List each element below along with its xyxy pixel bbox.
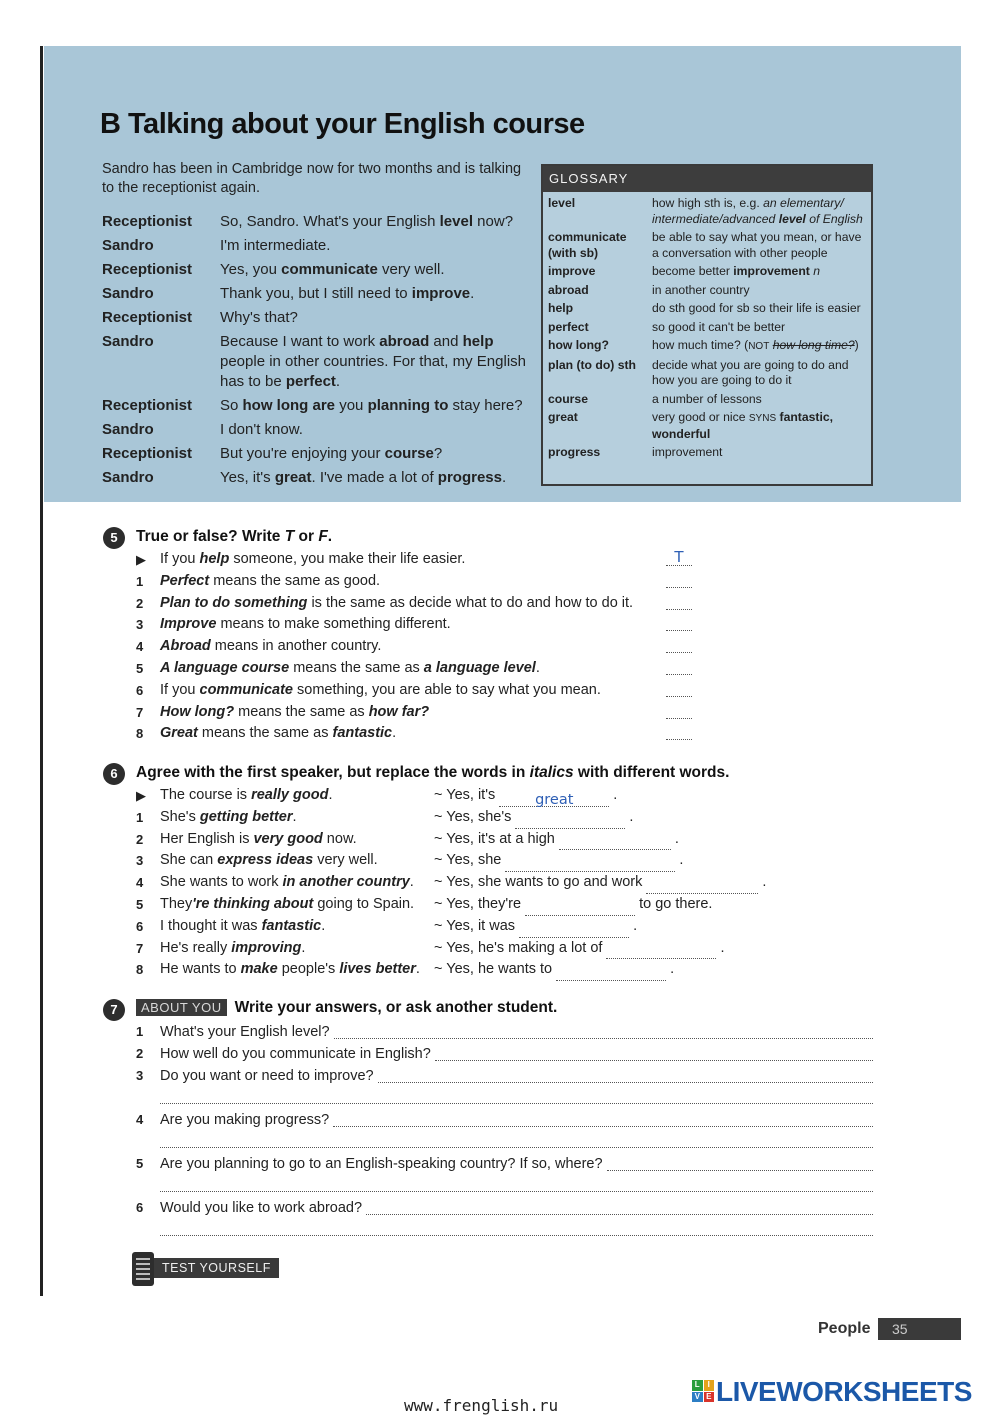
answer-blank[interactable] [646, 877, 758, 894]
response-prefix: ~ Yes, he's making a lot of [434, 939, 607, 956]
exercise-7-items [136, 1021, 873, 1241]
first-speaker-text: Her English is very good now. [160, 830, 357, 847]
item-statement: If you help someone, you make their life easier. [160, 551, 466, 567]
glossary-entry [548, 230, 865, 261]
glossary-definition: in another country [652, 282, 750, 297]
dialogue-text: Thank you, but I still need to improve. [220, 285, 475, 302]
item-number: 4 [136, 639, 144, 655]
glossary-term: perfect [548, 319, 589, 334]
glossary-definition: how much time? (NOT how long time?) [652, 338, 859, 352]
answer-line[interactable] [607, 1169, 873, 1171]
question-block [136, 1043, 873, 1065]
glossary-definition: become better improvement n [652, 264, 820, 278]
dialogue-line [102, 308, 532, 328]
paraphrase-item [136, 916, 836, 938]
answer-blank[interactable] [515, 812, 625, 829]
true-false-item [136, 549, 696, 571]
response [434, 785, 617, 807]
glossary-entry [548, 445, 865, 461]
response-prefix: ~ Yes, she [434, 852, 506, 869]
answer-blank[interactable] [556, 964, 666, 981]
answer-blank[interactable] [606, 942, 716, 959]
item-number: 4 [136, 1112, 144, 1127]
section-title: B Talking about your English course [100, 108, 585, 140]
answer-line-extra[interactable] [160, 1190, 873, 1192]
test-yourself-label: TEST YOURSELF [154, 1258, 279, 1278]
answer-blank[interactable]: T [666, 549, 692, 566]
item-statement: Plan to do something is the same as decide what to do and how to do it. [160, 594, 634, 611]
dialogue [102, 212, 532, 492]
item-number: 7 [136, 940, 144, 956]
glossary-term: plan (to do) sth [548, 357, 637, 372]
response-prefix: ~ Yes, he wants to [434, 961, 557, 978]
answer-line[interactable] [334, 1037, 873, 1039]
question-block [136, 1109, 873, 1153]
item-number: 8 [136, 962, 144, 978]
dialogue-line [102, 468, 532, 488]
checklist-icon [132, 1252, 154, 1286]
paraphrase-item [136, 850, 836, 872]
answer-line-extra[interactable] [160, 1102, 873, 1104]
glossary-term: progress [548, 445, 601, 459]
item-number: 4 [136, 875, 144, 891]
first-speaker-text: He wants to make people's lives better. [160, 961, 420, 978]
glossary-entry [548, 358, 865, 389]
true-false-item [136, 571, 696, 593]
glossary-entry [548, 410, 865, 442]
dialogue-text: Yes, you communicate very well. [220, 261, 445, 278]
dialogue-speaker: Receptionist [102, 445, 193, 462]
page-edge [40, 46, 43, 1296]
true-false-item [136, 702, 696, 724]
answer-blank[interactable]: great [499, 790, 609, 807]
exercise-5-heading: True or false? Write T or F. [136, 528, 333, 545]
glossary-term: communicate (with sb) [548, 230, 627, 260]
dialogue-text: I'm intermediate. [220, 237, 331, 254]
brand-name: LIVEWORKSHEETS [716, 1376, 972, 1407]
glossary-term: level [548, 196, 576, 210]
glossary-definition: a number of lessons [652, 391, 762, 406]
dialogue-line [102, 212, 532, 232]
exercise-7-number: 7 [103, 999, 125, 1021]
answer-blank[interactable] [666, 658, 692, 675]
answer-line[interactable] [366, 1213, 873, 1215]
brand-logo-square: E [704, 1392, 715, 1403]
response [434, 829, 679, 851]
response [434, 959, 674, 981]
item-number: ▶ [136, 552, 146, 567]
question-text: Are you planning to go to an English-speaking country? If so, where? [160, 1156, 603, 1172]
dialogue-line [102, 332, 532, 392]
first-speaker-text: I thought it was fantastic. [160, 917, 326, 934]
question-item [136, 1043, 873, 1065]
glossary-definition: decide what you are going to do and how you are going to do it [652, 357, 849, 387]
response [434, 807, 633, 829]
question-text: Do you want or need to improve? [160, 1068, 374, 1084]
glossary-entry [548, 283, 865, 299]
true-false-item [136, 658, 696, 680]
paraphrase-item [136, 807, 836, 829]
item-number: 5 [136, 660, 144, 676]
dialogue-speaker: Receptionist [102, 213, 193, 230]
glossary-box [541, 164, 873, 486]
glossary-term: course [548, 391, 588, 406]
response-prefix: ~ Yes, she wants to go and work [434, 874, 647, 891]
item-statement: Abroad means in another country. [160, 638, 382, 655]
first-speaker-text: They're thinking about going to Spain. [160, 895, 415, 912]
source-url: www.frenglish.ru [404, 1396, 559, 1415]
response-suffix: . [758, 874, 767, 891]
test-yourself-button[interactable] [132, 1252, 292, 1286]
answer-blank[interactable] [666, 723, 692, 740]
page-number: 35 [878, 1318, 961, 1340]
question-block [136, 1153, 873, 1197]
dialogue-line [102, 260, 532, 280]
question-item [136, 1109, 873, 1131]
answer-line[interactable] [435, 1059, 873, 1061]
answer-blank[interactable] [666, 571, 692, 588]
dialogue-text: I don't know. [220, 421, 303, 438]
dialogue-line [102, 284, 532, 304]
glossary-entry [548, 196, 865, 227]
dialogue-speaker: Sandro [102, 469, 154, 486]
glossary-entry [548, 392, 865, 408]
item-statement: Improve means to make something different. [160, 616, 451, 633]
question-block [136, 1065, 873, 1109]
question-text: Would you like to work abroad? [160, 1200, 363, 1216]
response [434, 938, 725, 960]
response-suffix: . [716, 939, 725, 956]
response-prefix: ~ Yes, it was [434, 917, 520, 934]
item-statement: A language course means the same as a language level. [160, 659, 540, 676]
dialogue-speaker: Sandro [102, 237, 154, 254]
answer-blank[interactable] [559, 833, 671, 850]
dialogue-speaker: Sandro [102, 421, 154, 438]
item-number: 2 [136, 595, 144, 611]
first-speaker-text: She wants to work in another country. [160, 874, 414, 891]
first-speaker-text: He's really improving. [160, 939, 306, 956]
dialogue-text: Why's that? [220, 309, 298, 326]
first-speaker-text: She's getting better. [160, 808, 297, 825]
item-number: 8 [136, 726, 144, 742]
glossary-term: improve [548, 264, 596, 278]
response-suffix: . [629, 917, 638, 934]
glossary-entry [548, 338, 865, 355]
dialogue-speaker: Receptionist [102, 397, 193, 414]
true-false-item [136, 680, 696, 702]
item-statement: Great means the same as fantastic. [160, 725, 397, 742]
item-number: 5 [136, 896, 144, 912]
intro-text: Sandro has been in Cambridge now for two months and is talking to the receptionist again. [102, 161, 522, 196]
paraphrase-item [136, 938, 836, 960]
dialogue-speaker: Receptionist [102, 309, 193, 326]
glossary-entry [548, 320, 865, 336]
exercise-5-number: 5 [103, 527, 125, 549]
response [434, 916, 637, 938]
paraphrase-item [136, 872, 836, 894]
item-number: 6 [136, 682, 144, 698]
answer-blank[interactable] [666, 680, 692, 697]
response-suffix: . [675, 852, 684, 869]
exercise-7-heading [136, 999, 557, 1017]
glossary-term: abroad [548, 282, 589, 297]
item-statement: How long? means the same as how far? [160, 703, 430, 720]
glossary-term: help [548, 301, 574, 315]
brand-logo-square: V [692, 1392, 703, 1403]
answer-line-extra[interactable] [160, 1146, 873, 1148]
glossary-definition: improvement [652, 445, 723, 459]
glossary-title: GLOSSARY [543, 166, 871, 192]
exercise-7-heading-text: Write your answers, or ask another student. [234, 999, 558, 1016]
item-number: 3 [136, 617, 144, 633]
brand-logo-square: I [704, 1380, 715, 1391]
question-text: Are you making progress? [160, 1112, 330, 1128]
question-item [136, 1197, 873, 1219]
answer-line-extra[interactable] [160, 1234, 873, 1236]
true-false-item [136, 636, 696, 658]
answer-line[interactable] [333, 1125, 873, 1127]
question-item [136, 1021, 873, 1043]
dialogue-line [102, 420, 532, 440]
exercise-6-heading: Agree with the first speaker, but replace the words in italics with different words. [136, 764, 730, 781]
dialogue-line [102, 444, 532, 464]
glossary-definition: be able to say what you mean, or have a conversation with other people [652, 230, 862, 260]
answer-blank[interactable] [666, 636, 692, 653]
answer-blank[interactable] [666, 614, 692, 631]
item-statement: If you communicate something, you are able to say what you mean. [160, 681, 601, 698]
item-number: 7 [136, 704, 144, 720]
answer-blank[interactable] [666, 702, 692, 719]
unit-name: People [818, 1320, 871, 1337]
dialogue-text: So, Sandro. What's your English level now? [220, 213, 514, 230]
glossary-term: how long? [548, 338, 609, 352]
item-number: 1 [136, 573, 144, 589]
true-false-item [136, 723, 696, 745]
response-prefix: ~ Yes, she's [434, 808, 516, 825]
about-you-tag: ABOUT YOU [136, 999, 227, 1016]
response-suffix: to go there. [635, 895, 713, 912]
item-number: 1 [136, 809, 144, 825]
dialogue-text: So how long are you planning to stay here? [220, 397, 523, 414]
item-number: 2 [136, 1046, 144, 1061]
response-prefix: ~ Yes, they're [434, 895, 526, 912]
item-number: 5 [136, 1156, 144, 1171]
item-number: ▶ [136, 788, 146, 803]
question-item [136, 1065, 873, 1087]
response-suffix: . [609, 787, 618, 803]
question-block [136, 1197, 873, 1241]
response-prefix: ~ Yes, it's at a high [434, 830, 559, 847]
item-number: 1 [136, 1024, 144, 1039]
item-number: 2 [136, 831, 144, 847]
glossary-definition: do sth good for sb so their life is easier [652, 301, 861, 315]
question-item [136, 1153, 873, 1175]
true-false-item [136, 614, 696, 636]
dialogue-text: But you're enjoying your course? [220, 445, 443, 462]
exercise-5-items [136, 549, 696, 745]
answer-blank[interactable] [519, 921, 629, 938]
glossary-definition: so good it can't be better [652, 319, 786, 334]
question-text: What's your English level? [160, 1024, 330, 1040]
exercise-6-number: 6 [103, 763, 125, 785]
answer-blank[interactable] [525, 899, 635, 916]
dialogue-line [102, 396, 532, 416]
first-speaker-text: She can express ideas very well. [160, 852, 378, 869]
paraphrase-item [136, 785, 836, 807]
dialogue-line [102, 236, 532, 256]
dialogue-speaker: Sandro [102, 285, 154, 302]
glossary-list [543, 192, 871, 461]
dialogue-text: Because I want to work abroad and help people in other countries. For that, my English has to be perfect. [220, 333, 526, 390]
item-number: 3 [136, 1068, 144, 1083]
exercise-6-items [136, 785, 836, 981]
glossary-definition: very good or nice SYNS fantastic, wonderful [652, 410, 834, 441]
true-false-item [136, 593, 696, 615]
glossary-definition: how high sth is, e.g. an elementary/ intermediate/advanced level of English [652, 196, 863, 226]
item-number: 6 [136, 918, 144, 934]
answer-line[interactable] [378, 1081, 873, 1083]
paraphrase-item [136, 829, 836, 851]
dialogue-speaker: Receptionist [102, 261, 193, 278]
response-suffix: . [670, 830, 679, 847]
glossary-entry [548, 264, 865, 280]
answer-blank[interactable] [505, 855, 675, 872]
paraphrase-item [136, 894, 836, 916]
question-text: How well do you communicate in English? [160, 1046, 431, 1062]
response-suffix: . [666, 961, 675, 978]
response [434, 872, 766, 894]
question-block [136, 1021, 873, 1043]
item-statement: Perfect means the same as good. [160, 572, 381, 589]
answer-blank[interactable] [666, 593, 692, 610]
item-number: 6 [136, 1200, 144, 1215]
brand-logo-icon [692, 1380, 714, 1402]
response-prefix: ~ Yes, it's [434, 787, 500, 803]
response [434, 894, 712, 916]
glossary-entry [548, 301, 865, 317]
dialogue-text: Yes, it's great. I've made a lot of progress. [220, 469, 507, 486]
paraphrase-item [136, 959, 836, 981]
dialogue-speaker: Sandro [102, 333, 154, 350]
item-number: 3 [136, 853, 144, 869]
response-suffix: . [625, 808, 634, 825]
glossary-term: great [548, 410, 578, 424]
brand-logo-square: L [692, 1380, 703, 1391]
first-speaker-text: The course is really good. [160, 787, 333, 803]
response [434, 850, 683, 872]
